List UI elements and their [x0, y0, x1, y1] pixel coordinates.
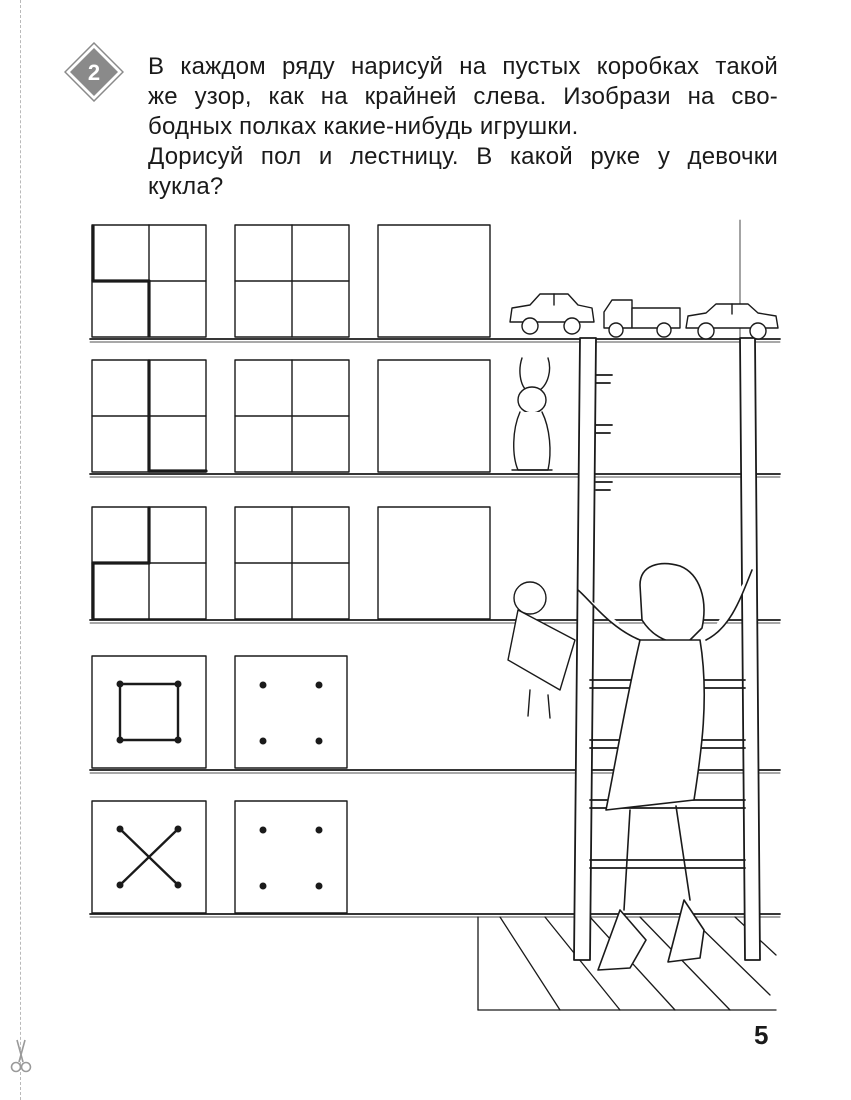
instruction-line: же узор, как на крайней слева. Изобрази на сво- [148, 83, 778, 110]
instruction-line: кукла? [148, 173, 224, 200]
pattern-row-5 [92, 801, 347, 913]
instruction-line: В каждом ряду нарисуй на пустых коробках такой [148, 53, 778, 80]
pattern-row-4 [92, 656, 347, 768]
instruction-line: бодных полках какие-нибудь игрушки. [148, 113, 579, 140]
pattern-row-3 [92, 507, 490, 619]
toy-truck [604, 300, 680, 337]
pattern-row-2 [92, 360, 490, 472]
task-number: 2 [87, 60, 101, 85]
toy-car-left [510, 294, 594, 334]
pattern-row-1 [92, 225, 490, 337]
page-number: 5 [754, 1020, 769, 1050]
doll [508, 582, 575, 718]
toy-car-right [686, 304, 778, 339]
girl [578, 564, 752, 970]
instruction-line: Дорисуй пол и лестницу. В какой руке у девочки [148, 143, 778, 170]
toy-bunny [512, 358, 552, 470]
